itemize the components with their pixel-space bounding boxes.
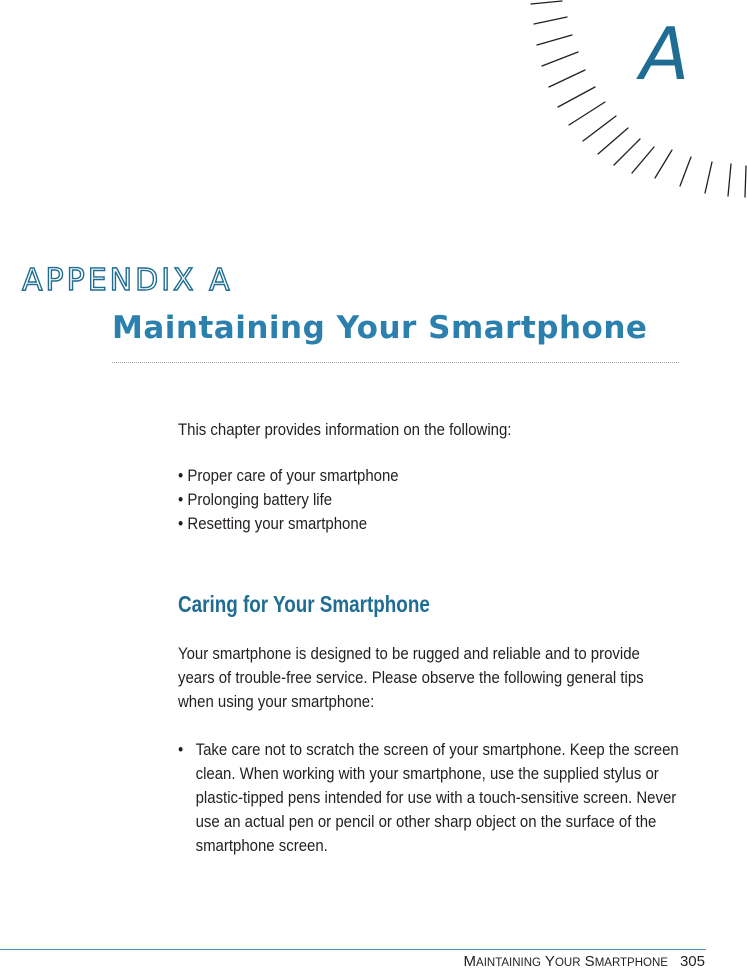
appendix-label: APPENDIX A — [22, 263, 233, 298]
page-number: 305 — [679, 953, 705, 970]
footer-divider — [0, 949, 706, 950]
chapter-sunburst-decoration — [0, 0, 747, 210]
intro-text: This chapter provides information on the following: — [178, 420, 512, 439]
list-item-text: Proper care of your smartphone — [187, 466, 399, 485]
page-content — [178, 418, 688, 858]
chapter-title: Maintaining Your Smartphone — [112, 310, 648, 346]
section-paragraph: Your smartphone is designed to be rugged and reliable and to provide years of trouble-free service. Please observe the following general tips when using your smartphone: — [178, 644, 644, 711]
list-item: • Proper care of your smartphone — [178, 466, 399, 485]
tips-list — [178, 738, 680, 858]
chapter-letter: A — [640, 12, 690, 96]
list-item: • Resetting your smartphone — [178, 514, 368, 533]
list-item-text: Resetting your smartphone — [187, 514, 368, 533]
intro-bullet-list — [178, 464, 688, 536]
page-footer — [464, 953, 705, 972]
section-heading: Caring for Your Smartphone — [178, 591, 430, 617]
list-item-text: Take care not to scratch the screen of your smartphone. Keep the screen clean. When working with your smartphone, use the supplied stylus or plastic-tipped pens intended for use with a touch-sensitive screen. Never use an actual pen or pencil or other sharp object on the surface of the smartphone screen. — [195, 740, 679, 855]
running-title — [464, 953, 668, 970]
list-item-text: Prolonging battery life — [187, 490, 333, 509]
list-item — [178, 738, 680, 858]
bullet-dot: • — [178, 740, 184, 759]
list-item: • Prolonging battery life — [178, 490, 333, 509]
title-divider — [112, 362, 679, 363]
running-title-text: MAINTAINING YOUR SMARTPHONE — [463, 953, 668, 970]
